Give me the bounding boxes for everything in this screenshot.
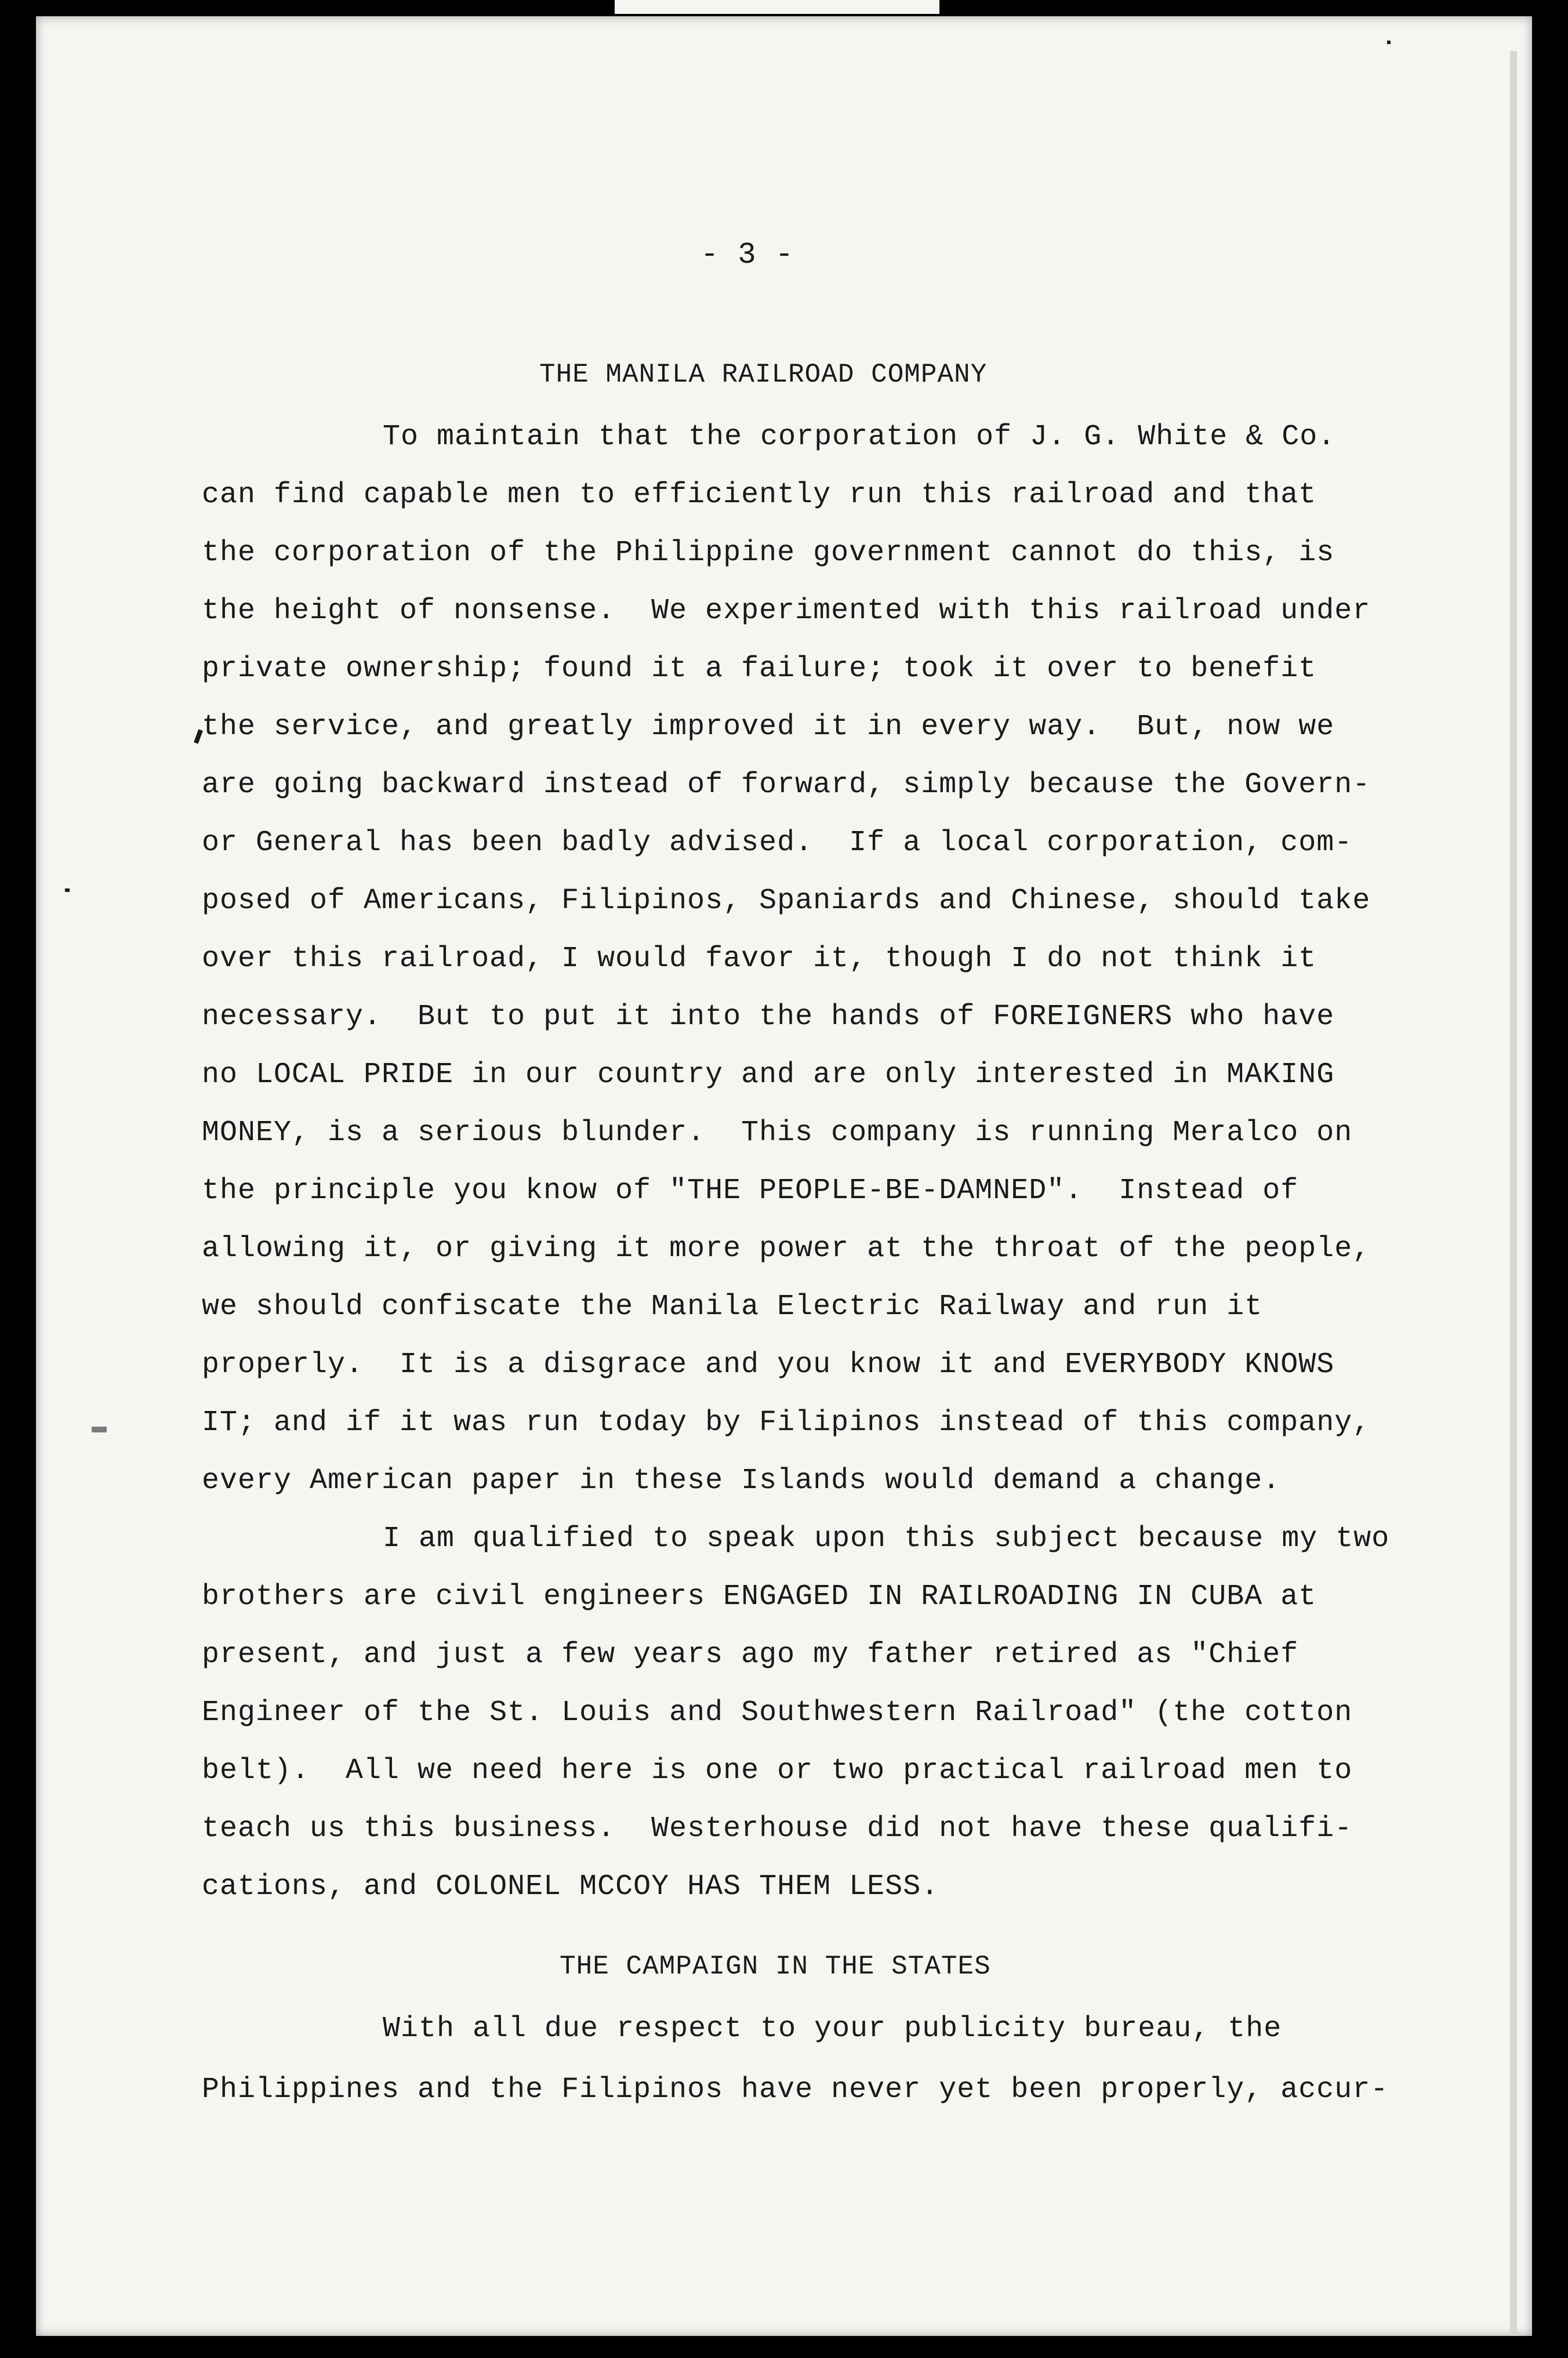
paragraph-line: With all due respect to your publicity bureau, the (383, 2012, 1282, 2045)
paragraph-line: we should confiscate the Manila Electric Railway and run it (202, 1290, 1263, 1323)
paragraph-line: IT; and if it was run today by Filipinos instead of this company, (202, 1406, 1371, 1439)
paragraph-line: necessary. But to put it into the hands of FOREIGNERS who have (202, 1000, 1335, 1033)
paragraph-line: no LOCAL PRIDE in our country and are only interested in MAKING (202, 1058, 1335, 1091)
paragraph-line: are going backward instead of forward, simply because the Govern- (202, 768, 1371, 801)
paragraph-line: posed of Americans, Filipinos, Spaniards and Chinese, should take (202, 884, 1371, 917)
paragraph-line: the service, and greatly improved it in every way. But, now we (202, 710, 1335, 743)
paragraph-line: teach us this business. Westerhouse did not have these qualifi- (202, 1812, 1353, 1845)
margin-smudge (92, 1427, 107, 1432)
paragraph-line: allowing it, or giving it more power at the throat of the people, (202, 1232, 1371, 1265)
paragraph-line: the principle you know of "THE PEOPLE-BE-DAMNED". Instead of (202, 1174, 1299, 1207)
paragraph-line: the height of nonsense. We experimented with this railroad under (202, 594, 1371, 627)
paragraph-line: present, and just a few years ago my father retired as "Chief (202, 1638, 1299, 1671)
paragraph-line: I am qualified to speak upon this subject because my two (383, 1522, 1390, 1555)
paragraph-line: Engineer of the St. Louis and Southwestern Railroad" (the cotton (202, 1696, 1353, 1729)
paragraph-line: properly. It is a disgrace and you know it and EVERYBODY KNOWS (202, 1348, 1335, 1381)
page-right-edge (1510, 51, 1517, 2336)
paragraph-line: MONEY, is a serious blunder. This company is running Meralco on (202, 1116, 1353, 1149)
paragraph-line: brothers are civil engineers ENGAGED IN RAILROADING IN CUBA at (202, 1580, 1317, 1613)
paragraph-line: Philippines and the Filipinos have never yet been properly, accur- (202, 2073, 1389, 2106)
paragraph-line: can find capable men to efficiently run this railroad and that (202, 478, 1317, 511)
paragraph-line: To maintain that the corporation of J. G. White & Co. (383, 420, 1336, 454)
corner-dot (1387, 41, 1391, 44)
paragraph-line: belt). All we need here is one or two practical railroad men to (202, 1754, 1353, 1787)
paragraph-line: the corporation of the Philippine government cannot do this, is (202, 536, 1335, 569)
paragraph-line: over this railroad, I would favor it, though I do not think it (202, 942, 1317, 975)
section-heading: THE CAMPAIGN IN THE STATES (560, 1951, 991, 1982)
section-heading: THE MANILA RAILROAD COMPANY (539, 360, 988, 390)
margin-dot (65, 888, 70, 892)
paragraph-line: every American paper in these Islands would demand a change. (202, 1464, 1281, 1497)
page-top-tab (615, 0, 939, 14)
paragraph-line: or General has been badly advised. If a local corporation, com- (202, 826, 1353, 859)
page-number: - 3 - (700, 238, 794, 272)
paragraph-line: private ownership; found it a failure; took it over to benefit (202, 652, 1317, 685)
paragraph-line: cations, and COLONEL MCCOY HAS THEM LESS. (202, 1870, 939, 1903)
